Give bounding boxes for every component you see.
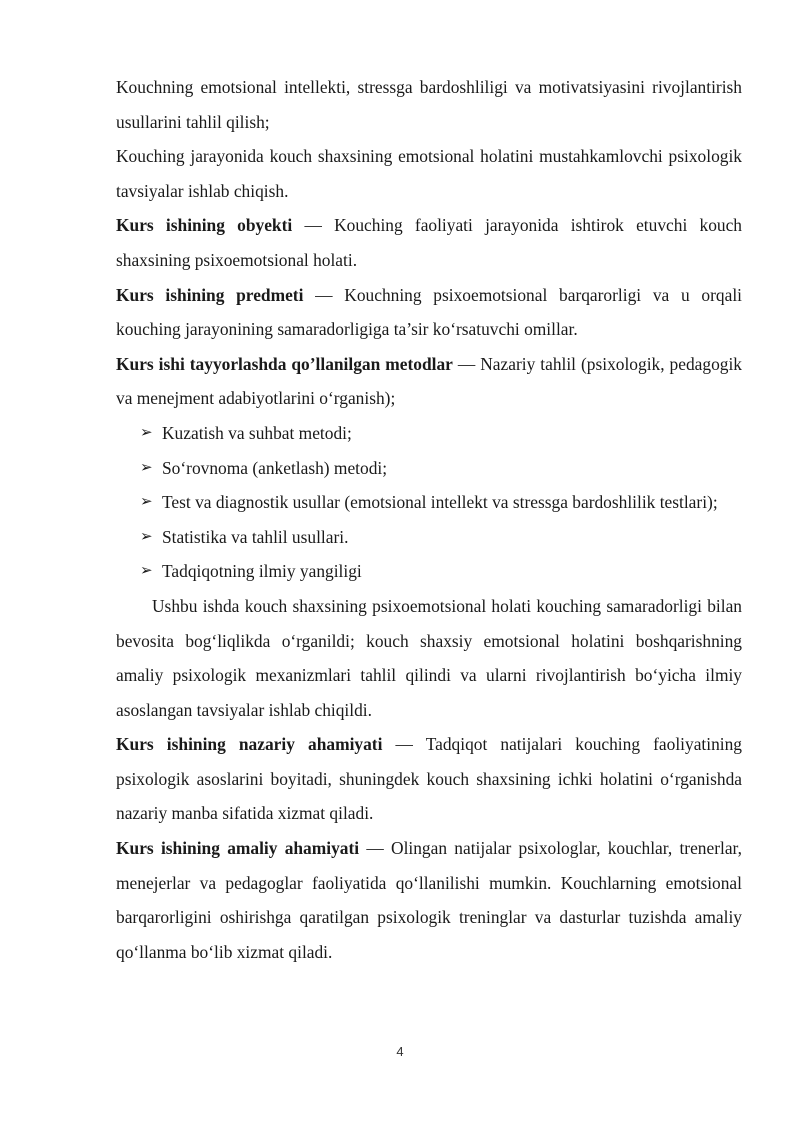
paragraph-yangilik: Ushbu ishda kouch shaxsining psixoemotsional holati kouching samaradorligi bilan bevosita bog‘liqlikda o‘rganildi; kouch shaxsiy emotsional holatini boshqarishning amaliy psixologik mexanizmlari tahlil qilindi va ularni rivojlantirish bo‘yicha ilmiy asoslangan tavsiyalar ishlab chiqildi. [116,595,742,720]
metodlar-label: Kurs ishi tayyorlashda qo’llanilgan metodlar [116,353,453,374]
methods-list [116,416,742,589]
paragraph-obyekt [116,208,742,277]
arrow-bullet-icon: ➢ [140,563,153,580]
list-item: ➢ So‘rovnoma (anketlash) metodi; [116,451,742,486]
document-page [116,70,742,969]
paragraph-amaliy [116,831,742,969]
list-item: ➢ Tadqiqotning ilmiy yangiligi [116,554,742,589]
arrow-bullet-icon: ➢ [140,459,153,476]
list-item: ➢ Kuzatish va suhbat metodi; [116,416,742,451]
list-item: ➢ Statistika va tahlil usullari. [116,520,742,555]
paragraph-nazariy [116,727,742,831]
amaliy-text: — Olingan natijalar psixologlar, kouchlar, trenerlar, menejerlar va pedagoglar faoliyatida qo‘llanilishi mumkin. Kouchlarning emotsional barqarorligini oshirishga qaratilgan psixologik treninglar va dasturlar tuzishda amaliy qo‘llanma bo‘lib xizmat qiladi. [116,838,742,962]
arrow-bullet-icon: ➢ [140,528,153,545]
paragraph-metodlar [116,347,742,416]
paragraph-tavsiyalar: Kouching jarayonida kouch shaxsining emotsional holatini mustahkamlovchi psixologik tavsiyalar ishlab chiqish. [116,146,742,201]
list-item: ➢ Test va diagnostik usullar (emotsional intellekt va stressga bardoshlilik testlari); [116,485,742,520]
arrow-bullet-icon: ➢ [140,424,153,441]
nazariy-label: Kurs ishining nazariy ahamiyati [116,734,383,755]
obyekt-label: Kurs ishining obyekti [116,215,293,236]
predmet-text: — Kouchning psixoemotsional barqarorligi va u orqali kouching jarayonining samaradorligiga ta’sir ko‘rsatuvchi omillar. [116,284,742,340]
nazariy-text: — Tadqiqot natijalari kouching faoliyatining psixologik asoslarini boyitadi, shuningdek kouch shaxsining ichki holatini o‘rganishda nazariy manba sifatida xizmat qiladi. [116,734,743,824]
arrow-bullet-icon: ➢ [140,494,153,511]
paragraph-usullar: Kouchning emotsional intellekti, stressga bardoshliligi va motivatsiyasini rivojlantirish usullarini tahlil qilish; [116,77,742,132]
obyekt-text: — Kouching faoliyati jarayonida ishtirok etuvchi kouch shaxsining psixoemotsional holati. [116,215,743,270]
paragraph-predmet [116,278,742,347]
amaliy-label: Kurs ishining amaliy ahamiyati [116,838,360,859]
metodlar-text: — Nazariy tahlil (psixologik, pedagogik va menejment adabiyotlarini o‘rganish); [116,353,742,409]
page-number: 4 [396,1044,404,1059]
predmet-label: Kurs ishining predmeti [116,284,304,305]
